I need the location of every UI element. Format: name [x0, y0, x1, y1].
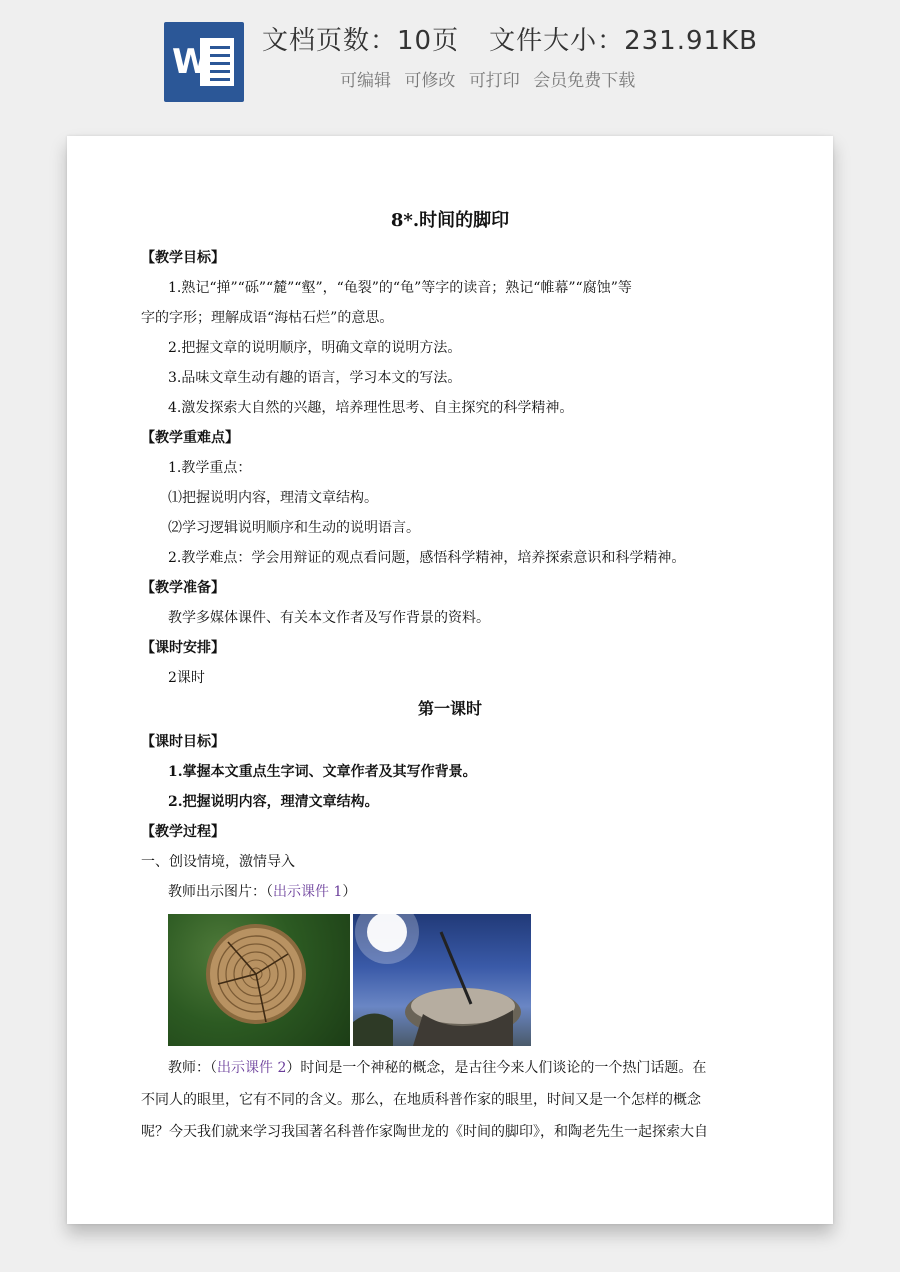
goal-1-line-2: 字的字形；理解成语“海枯石烂”的意思。 — [141, 310, 394, 326]
goal-4: 4.激发探索大自然的兴趣，培养理性思考、自主探究的科学精神。 — [168, 400, 574, 416]
section-heading-schedule: 【课时安排】 — [141, 640, 225, 656]
document-page — [67, 136, 833, 1224]
preparation-text: 教学多媒体课件、有关本文作者及写作背景的资料。 — [168, 610, 490, 626]
feature-modifiable: 可修改 — [404, 71, 456, 91]
courseware-link-2[interactable]: 出示课件 2 — [217, 1060, 287, 1076]
process-step-1: 一、创设情境，激情导入 — [141, 854, 295, 870]
key-point-heading: 1.教学重点： — [168, 460, 252, 476]
feature-editable: 可编辑 — [340, 71, 391, 91]
show-picture-line — [168, 882, 356, 902]
goal-3: 3.品味文章生动有趣的语言，学习本文的写法。 — [168, 370, 462, 386]
goal-2: 2.把握文章的说明顺序，明确文章的说明方法。 — [168, 340, 462, 356]
feature-member-download: 会员免费下载 — [533, 71, 636, 91]
section-heading-goals: 【教学目标】 — [141, 250, 225, 266]
show-picture-suffix: ） — [342, 884, 357, 900]
lesson-goal-1: 1.掌握本文重点生字词、文章作者及其写作背景。 — [168, 764, 477, 780]
document-title: 8*.时间的脚印 — [390, 210, 510, 231]
section-heading-process: 【教学过程】 — [141, 824, 225, 840]
section-heading-key-points: 【教学重难点】 — [141, 430, 239, 446]
page-count: 文档页数：10页 — [262, 26, 460, 56]
intro-paragraph-line-3: 呢？今天我们就来学习我国著名科普作家陶世龙的《时间的脚印》，和陶老先生一起探索大自 — [141, 1124, 708, 1140]
intro-prefix: 教师：（ — [168, 1060, 217, 1076]
section-heading-lesson-goals: 【课时目标】 — [141, 734, 225, 750]
section-heading-preparation: 【教学准备】 — [141, 580, 225, 596]
key-point-1: ⑴把握说明内容，理清文章结构。 — [168, 490, 378, 506]
feature-printable: 可打印 — [468, 71, 520, 91]
tree-rings-image — [168, 914, 350, 1046]
word-letter: W — [172, 42, 210, 82]
courseware-link-1[interactable]: 出示课件 1 — [273, 884, 343, 900]
intro-paragraph-line-1 — [168, 1058, 706, 1078]
word-doc-icon — [164, 22, 244, 102]
lesson-goal-2: 2.把握说明内容，理清文章结构。 — [168, 794, 379, 810]
show-picture-prefix: 教师出示图片：（ — [168, 884, 273, 900]
file-size: 文件大小：231.91KB — [489, 26, 758, 56]
sundial-image — [353, 914, 531, 1046]
feature-list — [340, 66, 740, 92]
banner-title — [262, 20, 862, 60]
intro-rest: ）时间是一个神秘的概念，是古往今来人们谈论的一个热门话题。在 — [286, 1060, 707, 1076]
download-banner — [0, 0, 900, 120]
difficult-point: 2.教学难点：学会用辩证的观点看问题，感悟科学精神，培养探索意识和科学精神。 — [168, 550, 686, 566]
schedule-text: 2课时 — [168, 670, 205, 686]
goal-1-line-1: 1.熟记“掸”“砾”“麓”“壑”，“龟裂”的“龟”等字的读音；熟记“帷幕”“腐蚀”等 — [168, 280, 632, 296]
lesson-title: 第一课时 — [417, 699, 482, 718]
key-point-2: ⑵学习逻辑说明顺序和生动的说明语言。 — [168, 520, 420, 536]
intro-paragraph-line-2: 不同人的眼里，它有不同的含义。那么，在地质科普作家的眼里，时间又是一个怎样的概念 — [141, 1092, 701, 1108]
